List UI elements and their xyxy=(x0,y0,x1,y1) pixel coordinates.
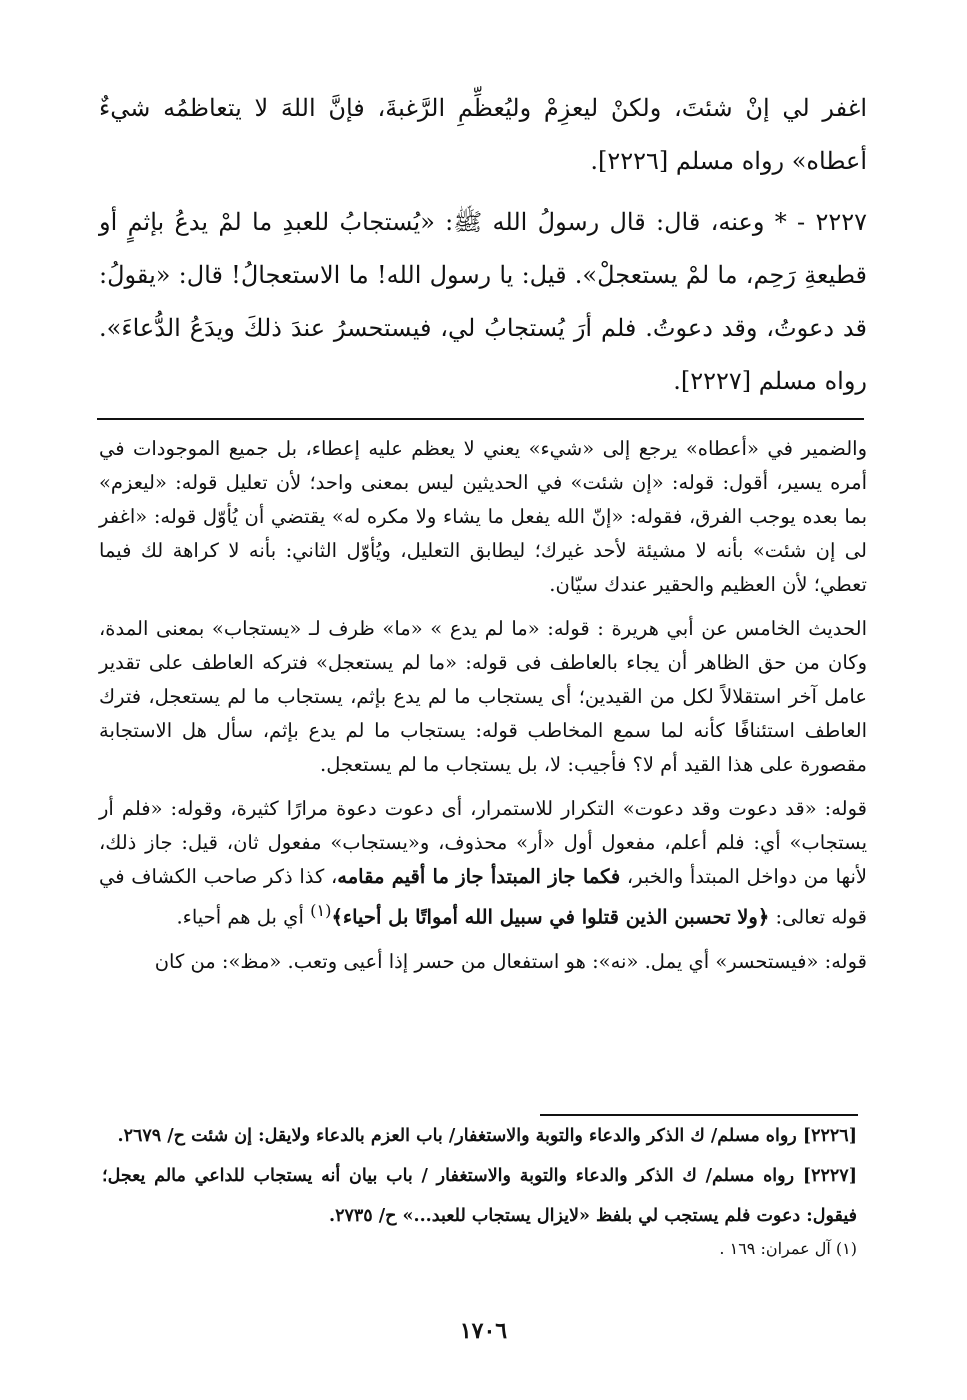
commentary-paragraph: قوله: «فيستحسر» أي يمل. «نه»: هو استفعال من حسر إذا أعيى وتعب. «مظ»: من كان xyxy=(154,949,867,973)
commentary xyxy=(99,432,867,979)
footnote: [٢٢٢٧] رواه مسلم/ ك الذكر والدعاء والتوبة والاستغفار / باب بيان أنه يستجاب للداعي مالم يعجل؛ فيقول: دعوت فلم يستجب لي بلفظ «لايزال يستجاب للعبد...» ح/ ٢٧٣٥. xyxy=(102,1166,857,1226)
hadith-text xyxy=(99,82,867,408)
commentary-text: قوله: «قد دعوت وقد دعوت» التكرار للاستمرار، أى دعوت دعوة مرارًا كثيرة، وقوله: «فلم أر يستجاب» أي: فلم أعلم، مفعول أول «أر» محذوف، و«يستجاب» مفعول ثان، قيل: جاز ذلك، لأنها من دواخل المبتدأ والخبر، xyxy=(99,797,868,888)
footnotes xyxy=(102,1116,857,1262)
commentary-paragraph xyxy=(99,792,867,935)
commentary-paragraph: والضمير في «أعطاه» يرجع إلى «شيء» يعني لا يعظم عليه إعطاء، بل جميع الموجودات في أمره يسير، أقول: قوله: «إن شئت» في الحديثين ليس بمعنى واحد؛ لأن تعليل قوله: «ليعزم» بما بعده يوجب الفرق، فقوله: «إنّ الله يفعل ما يشاء ولا مكره له» يقتضي أن يُأوّل قوله: «اغفر لى إن شئت» بأنه لا مشيئة لأحد غيرك؛ ليطابق التعليل، ويُأوّل الثاني: بأنه لا كراهة لك فيما تعطي؛ لأن العظيم والحقير عندك سيّان. xyxy=(99,437,867,596)
commentary-bold-text: فكما جاز المبتدأ جاز ما أقيم مقامه xyxy=(337,865,621,888)
section-divider xyxy=(97,418,864,420)
footnote: (١) آل عمران: ١٦٩ . xyxy=(719,1239,857,1258)
footnote-ref: (١) xyxy=(310,901,332,920)
commentary-text: ، كذا ذكر صاحب الكشاف في قوله تعالى: xyxy=(99,865,867,929)
hadith-paragraph: ٢٢٢٧ - * وعنه، قال: قال رسولُ الله ﷺ: «يُستجابُ للعبدِ ما لمْ يدعُ بإثمٍ أو قطيعةِ رَحِم، ما لمْ يستعجلْ». قيل: يا رسول الله! ما الاستعجالُ! قال: «يقولُ: قد دعوتُ، وقد دعوتُ. فلم أرَ يُستجابُ لي، فيستحسرُ عندَ ذلكَ ويدَعُ الدُّعاءَ». رواه مسلم [٢٢٢٧]. xyxy=(99,208,867,395)
commentary-text: أي بل هم أحياء. xyxy=(176,905,311,929)
page-number: ١٧٠٦ xyxy=(459,1318,508,1344)
footnote: [٢٢٢٦] رواه مسلم/ ك الذكر والدعاء والتوبة والاستغفار/ باب العزم بالدعاء ولايقل: إن شئت ح/ ٢٦٧٩. xyxy=(117,1126,857,1146)
quran-quote: ﴿ولا تحسبن الذين قتلوا في سبيل الله أمواتًا بل أحياء﴾ xyxy=(331,905,770,929)
hadith-paragraph: اغفر لي إنْ شئتَ، ولكنْ ليعزِمْ وليُعظِّمِ الرَّغبةَ، فإنَّ اللهَ لا يتعاظمُه شيءٌ أعطاه» رواه مسلم [٢٢٢٦]. xyxy=(99,94,867,175)
commentary-paragraph: الحديث الخامس عن أبي هريرة : قوله: «ما لم يدع » «ما» ظرف لـ «يستجاب» بمعنى المدة، وكان من حق الظاهر أن يجاء بالعاطف فى قوله: «ما لم يستعجل» فتركه العاطف على تقدير عامل آخر استقلالاً لكل من القيدين؛ أى يستجاب ما لم يدع بإثم، يستجاب ما لم يستعجل، فترك العاطف استئنافًا كأنه لما سمع المخاطب قوله: يستجاب ما لم يدع بإثم، سأل هل الاستجابة مقصورة على هذا القيد أم لا؟ فأجيب: لا، بل يستجاب ما لم يستعجل. xyxy=(99,617,867,776)
